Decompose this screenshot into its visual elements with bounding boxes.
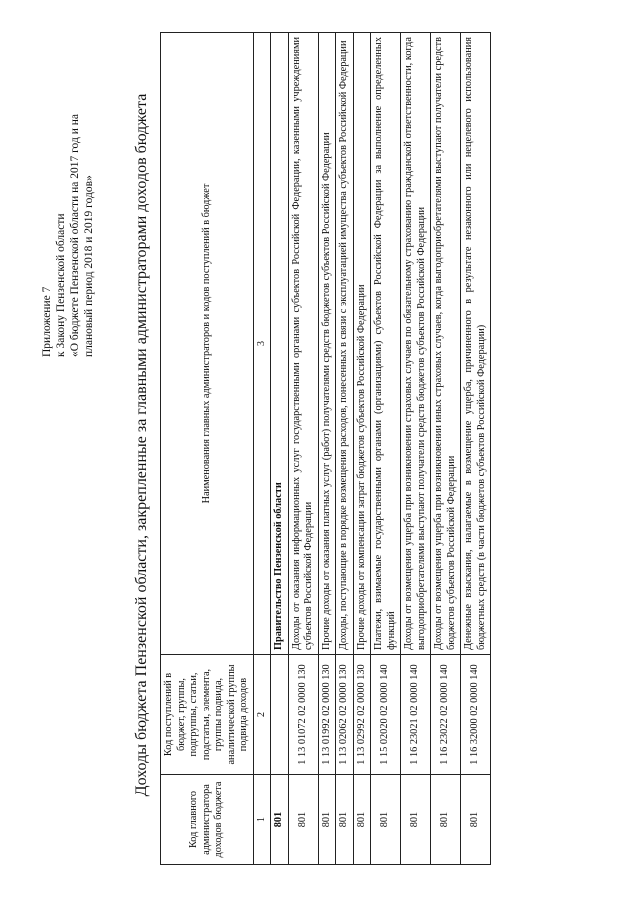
admin-code-cell: 801 bbox=[288, 775, 318, 865]
table-header-row bbox=[161, 33, 254, 865]
admin-code-cell: 801 bbox=[401, 775, 431, 865]
table-row bbox=[371, 33, 401, 865]
revenue-table bbox=[160, 32, 491, 865]
section-name: Правительство Пензенской области bbox=[271, 33, 289, 655]
column-header-revenue-code: Код поступлений в бюджет, группы, подгруппы, статьи, подстатьи, элемента, группы подвида, аналитической группы подвида доходов bbox=[161, 655, 254, 775]
revenue-name-cell: Денежные взыскания, налагаемые в возмещение ущерба, причиненного в результате незаконного или нецелевого использования бюджетных средств (в части бюджетов субъектов Российской Федерации) bbox=[461, 33, 491, 655]
document-title: Доходы бюджета Пензенской области, закрепленные за главными администраторами доходов бюджета bbox=[133, 93, 150, 797]
revenue-code-cell: 1 13 02062 02 0000 130 bbox=[336, 655, 354, 775]
appendix-number: Приложение 7 bbox=[41, 286, 53, 357]
admin-code-cell: 801 bbox=[371, 775, 401, 865]
revenue-code-cell: 1 15 02020 02 0000 140 bbox=[371, 655, 401, 775]
column-number-row bbox=[253, 33, 271, 865]
table-row bbox=[401, 33, 431, 865]
revenue-name-cell: Прочие доходы от оказания платных услуг (работ) получателями средств бюджетов субъектов Российской Федерации bbox=[318, 33, 336, 655]
revenue-name-cell: Доходы от возмещения ущерба при возникновении страховых случаев по обязательному страхованию гражданской ответственности, когда выгодоприобретателями выступают получатели средств бюджетов субъектов Российской Федерации bbox=[401, 33, 431, 655]
table-row bbox=[336, 33, 354, 865]
revenue-code-cell: 1 16 32000 02 0000 140 bbox=[461, 655, 491, 775]
section-row bbox=[271, 33, 289, 865]
table-row bbox=[461, 33, 491, 865]
section-revenue-code bbox=[271, 655, 289, 775]
table-row bbox=[318, 33, 336, 865]
column-number: 3 bbox=[253, 33, 271, 655]
revenue-name-cell: Доходы, поступающие в порядке возмещения расходов, понесенных в связи с эксплуатацией имущества субъектов Российской Федерации bbox=[336, 33, 354, 655]
section-admin-code: 801 bbox=[271, 775, 289, 865]
column-header-admin-code: Код главного администратора доходов бюджета bbox=[161, 775, 254, 865]
admin-code-cell: 801 bbox=[461, 775, 491, 865]
column-number: 1 bbox=[253, 775, 271, 865]
revenue-name-cell: Прочие доходы от компенсации затрат бюджетов субъектов Российской Федерации bbox=[353, 33, 371, 655]
revenue-name-cell: Доходы от возмещения ущерба при возникновении иных страховых случаев, когда выгодоприобретателями выступают получатели средств бюджетов субъектов Российской Федерации bbox=[431, 33, 461, 655]
admin-code-cell: 801 bbox=[336, 775, 354, 865]
revenue-code-cell: 1 16 23021 02 0000 140 bbox=[401, 655, 431, 775]
law-title-line-2: плановый период 2018 и 2019 годов» bbox=[83, 175, 95, 357]
revenue-code-cell: 1 16 23022 02 0000 140 bbox=[431, 655, 461, 775]
admin-code-cell: 801 bbox=[431, 775, 461, 865]
appendix-header bbox=[40, 17, 96, 357]
admin-code-cell: 801 bbox=[318, 775, 336, 865]
law-title-line-1: «О бюджете Пензенской области на 2017 год и на bbox=[69, 114, 81, 357]
admin-code-cell: 801 bbox=[353, 775, 371, 865]
revenue-code-cell: 1 13 01992 02 0000 130 bbox=[318, 655, 336, 775]
column-number: 2 bbox=[253, 655, 271, 775]
column-header-name: Наименования главных администраторов и кодов поступлений в бюджет bbox=[161, 33, 254, 655]
revenue-code-cell: 1 13 02992 02 0000 130 bbox=[353, 655, 371, 775]
table-row bbox=[288, 33, 318, 865]
revenue-name-cell: Доходы от оказания информационных услуг государственными органами субъектов Российской Федерации, казенными учреждениями субъектов Российской Федерации bbox=[288, 33, 318, 655]
revenue-name-cell: Платежи, взимаемые государственными органами (организациями) субъектов Российской Федерации за выполнение определенных функций bbox=[371, 33, 401, 655]
law-reference: к Закону Пензенской области bbox=[55, 213, 67, 357]
table-row bbox=[431, 33, 461, 865]
table-row bbox=[353, 33, 371, 865]
revenue-code-cell: 1 13 01072 02 0000 130 bbox=[288, 655, 318, 775]
